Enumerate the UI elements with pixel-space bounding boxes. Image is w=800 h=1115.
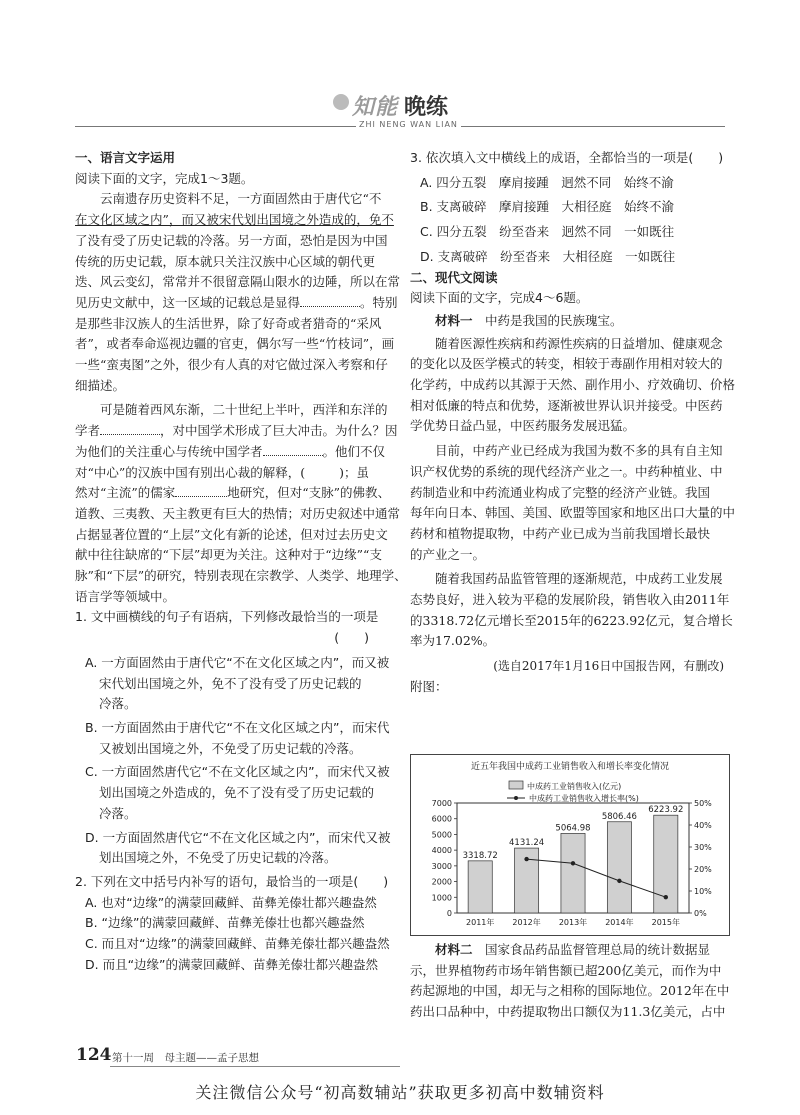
question-1: 1. 文中画横线的句子有语病，下列修改最恰当的一项是 [75, 609, 379, 625]
passage-line: 学者 [75, 423, 101, 439]
material-1-label: 材料一 [435, 312, 473, 328]
x-axis-tick-label: 2013年 [558, 918, 588, 927]
option-1d[interactable]: D. 一方面固然唐代它“不在文化区域之内”，而宋代又被 划出国境之外，不免受了历史记载的冷落。 [85, 829, 391, 866]
legend-line-marker [514, 796, 518, 800]
option-2c[interactable]: C. 而且对“边缘”的满蒙回藏鲜、苗彝羌傣壮都兴趣盎然 [85, 936, 390, 952]
left-axis-tick-label: 4000 [431, 846, 452, 856]
option-3d[interactable]: D. 支离破碎 纷至沓来 大相径庭 一如既往 [420, 248, 676, 264]
legend-line-label: 中成药工业销售收入增长率(%) [529, 794, 639, 803]
right-axis-tick-label: 40% [694, 821, 712, 830]
brand-pinyin: ZHI NENG WAN LIAN [356, 120, 461, 129]
bar [561, 833, 585, 913]
left-axis-tick-label: 3000 [431, 861, 452, 871]
x-axis-tick-label: 2011年 [466, 918, 495, 927]
option-1c[interactable]: C. 一方面固然唐代它“不在文化区域之内”，而宋代又被 划出国境之外造成的，免不了没有受了历史记载的 冷落。 [85, 764, 390, 821]
passage-line: ，对中国学术形成了巨大冲击。为什么？因 [160, 423, 398, 439]
left-axis-tick-label: 6000 [431, 814, 452, 824]
option-1b[interactable]: B. 一方面固然由于唐代它“不在文化区域之内”，而宋代 又被划出国境之外，不免受了历史记载的冷落。 [85, 719, 390, 756]
sales-chart [410, 754, 730, 936]
section-heading-2: 二、现代文阅读 [410, 269, 498, 285]
bar-value-label: 4131.24 [509, 838, 545, 849]
growth-rate-point [524, 857, 528, 861]
material-1-paragraph-1: 随着医源性疾病和药源性疾病的日益增加、健康观念 的变化以及医学模式的转变，相较于毒副作用相对较大的 化学药，中成药以其源于天然、副作用小、疗效确切、价格 相对低廉的特点和优势，逐渐被世界认识并接受。中医药 学优势日益凸显，中医药服务发展迅猛。 [410, 335, 736, 434]
passage-line: 云南遗存历史资料不足，一方面固然由于唐代它“不 [100, 191, 382, 207]
x-axis-tick-label: 2012年 [512, 918, 541, 927]
reading-intro-2: 阅读下面的文字，完成4～6题。 [410, 290, 589, 306]
passage-line: 者”，或者奉命巡视边疆的官吏，偶尔写一些“竹枝词”，画 [75, 336, 395, 352]
material-1-paragraph-3: 随着我国药品监管管理的逐渐规范，中成药工业发展 态势良好，进入较为平稳的发展阶段，销售收入由2011年 的3318.72亿元增长至2015年的6223.92亿元，复合增长 率为17.02%。 [410, 571, 733, 649]
passage-line: 为他们的关注重心与传统中国学者 [75, 443, 263, 459]
material-2-line: 示，世界植物药市场年销售额已超200亿美元，而作为中 [410, 962, 722, 978]
right-axis-tick-label: 20% [694, 865, 712, 874]
right-axis-tick-label: 10% [694, 887, 712, 896]
page-number: 124 [76, 1045, 112, 1065]
bar-value-label: 5806.46 [601, 811, 637, 822]
option-2a[interactable]: A. 也对“边缘”的满蒙回藏鲜、苗彝羌傣壮都兴趣盎然 [85, 894, 377, 910]
left-axis-tick-label: 0 [446, 909, 452, 918]
material-1-title [410, 311, 728, 332]
passage-line: )；虽 [339, 464, 370, 480]
option-3b[interactable]: B. 支离破碎 摩肩接踵 大相径庭 始终不渝 [420, 199, 675, 215]
passage-line: 地研究，但对“支脉”的佛教、 [227, 485, 391, 501]
left-axis-tick-label: 1000 [431, 893, 452, 903]
option-2d[interactable]: D. 而且“边缘”的满蒙回藏鲜、苗彝羌傣壮都兴趣盎然 [85, 956, 379, 972]
material-2-line: 药出口品种中，中药提取物出口额仅为11.3亿美元，占中 [410, 1004, 726, 1020]
passage-paragraph-2 [75, 400, 407, 607]
left-axis-tick-label: 5000 [431, 830, 452, 840]
passage-line: 。他们不仅 [322, 443, 386, 459]
growth-rate-point [617, 879, 621, 883]
chart-canvas [411, 755, 729, 935]
bar-value-label: 3318.72 [462, 850, 498, 861]
option-2b[interactable]: B. “边缘”的满蒙回藏鲜、苗彝羌傣壮也都兴趣盎然 [85, 915, 365, 931]
bar [468, 861, 492, 913]
material-1-paragraph-2: 目前，中药产业已经成为我国为数不多的具有自主知 识产权优势的系统的现代经济产业之一。中药种植业、中 药制造业和中药流通业构成了完整的经济产业链。我国 每年向日本、韩国、美国、欧盟等国家和地区出口大量的中 药材和植物提取物，中药产业已成为当前我国增长最快 的产业之一。 [410, 443, 736, 562]
legend-bar-label: 中成药工业销售收入(亿元) [527, 782, 622, 791]
brand-gray: 知能 [352, 95, 399, 120]
material-2-line: 药起源地的中国，却无与之相称的国际地位。2012年在中 [410, 983, 730, 999]
material-2-line: 国家食品药品监督管理总局的统计数据显 [485, 942, 711, 957]
right-axis-tick-label: 50% [694, 799, 712, 808]
passage-line: 了没有受了历史记载的冷落。另一方面，恐怕是因为中国 [75, 232, 388, 248]
passage-line: 对“中心”的汉族中国有别出心裁的解释，( [75, 464, 306, 480]
footer-week-topic: 第十一周 母主题——孟子思想 [112, 1052, 259, 1064]
growth-rate-line [527, 859, 666, 897]
right-axis-tick-label: 30% [694, 843, 712, 852]
figure-label: 附图： [410, 678, 448, 694]
bar [607, 822, 631, 913]
passage-line: 迭、风云变幻，常常并不很留意隔山限水的边陲，所以在常 [75, 274, 401, 290]
option-1a[interactable]: A. 一方面固然由于唐代它“不在文化区域之内”，而又被 宋代划出国境之外，免不了没有受了历史记载的 冷落。 [85, 654, 390, 712]
passage-line: 是那些非汉族人的生活世界，除了好奇或者猎奇的“采风 [75, 315, 382, 331]
passage-line: 语言学等领域中。 [75, 588, 176, 604]
passage-line: 传统的历史记载，原本就只关注汉族中心区域的朝代更 [75, 253, 376, 269]
material-2 [410, 940, 728, 1023]
fill-blank[interactable] [175, 484, 227, 497]
section-heading-1: 一、语言文字运用 [75, 150, 176, 165]
chart-title: 近五年我国中成药工业销售收入和增长率变化情况 [470, 762, 670, 772]
q1-options [75, 653, 397, 869]
fill-blank[interactable] [300, 294, 360, 307]
reading-intro-1: 阅读下面的文字，完成1～3题。 [75, 170, 254, 186]
legend-bar-swatch [509, 781, 523, 789]
bar-value-label: 6223.92 [648, 805, 684, 816]
source-note: (选自2017年1月16日中国报告网，有删改) [493, 659, 724, 674]
option-3a[interactable]: A. 四分五裂 摩肩接踵 迥然不同 始终不渝 [420, 174, 674, 190]
bar-value-label: 5064.98 [555, 823, 591, 834]
answer-paren-1[interactable]: ( ) [334, 630, 369, 646]
passage-line: 献中往往缺席的“下层”却更为关注。这种对于“边缘”“支 [75, 547, 382, 563]
left-column [75, 148, 407, 975]
passage-line: 在文化区域之内”，而又被宋代划出国境之外造成的，免不 [75, 212, 394, 228]
fill-blank[interactable] [100, 422, 160, 435]
passage-line: 占据显著位置的“上层”文化有新的论述，但对过去历史文 [75, 526, 388, 542]
passage-line: 然对“主流”的儒家 [75, 485, 176, 501]
passage-line: 见历史文献中，这一区域的记载总是显得 [75, 294, 301, 310]
option-3c[interactable]: C. 四分五裂 纷至沓来 迥然不同 一如既往 [420, 224, 675, 240]
passage-line: 。特别 [360, 294, 398, 310]
passage-line: 一些“蛮夷图”之外，很少有人真的对它做过深入考察和仔 [75, 357, 388, 373]
material-1-heading: 中药是我国的民族瑰宝。 [485, 312, 623, 328]
question-2: 2. 下列在文中括号内补写的语句，最恰当的一项是( ) [75, 873, 389, 889]
growth-rate-point [664, 895, 668, 899]
passage-line: 脉”和“下层”的研究，特别表现在宗教学、人类学、地理学、 [75, 568, 407, 584]
left-axis-tick-label: 7000 [431, 799, 452, 808]
brand-dark: 晚练 [404, 95, 449, 120]
material-2-label: 材料二 [435, 942, 473, 957]
passage-line: 道教、三夷教、天主教更有巨大的热情；对历史叙述中通常 [75, 505, 401, 521]
passage-line: 细描述。 [75, 377, 126, 393]
footer-rule [110, 1066, 400, 1067]
fill-blank[interactable] [263, 443, 323, 456]
growth-rate-point [571, 861, 575, 865]
brand-mark-icon [333, 94, 349, 110]
right-column [410, 148, 736, 698]
right-axis-tick-label: 0% [694, 909, 707, 918]
x-axis-tick-label: 2015年 [651, 918, 680, 927]
left-axis-tick-label: 2000 [431, 877, 452, 887]
x-axis-tick-label: 2014年 [605, 918, 634, 927]
passage-paragraph-1 [75, 189, 401, 396]
bottom-banner: 关注微信公众号“初高数辅站”获取更多初高中数辅资料 [195, 1083, 605, 1102]
question-3: 3. 依次填入文中横线上的成语，全都恰当的一项是( ) [410, 150, 724, 165]
passage-line: 可是随着西风东渐，二十世纪上半叶，西洋和东洋的 [100, 402, 388, 418]
